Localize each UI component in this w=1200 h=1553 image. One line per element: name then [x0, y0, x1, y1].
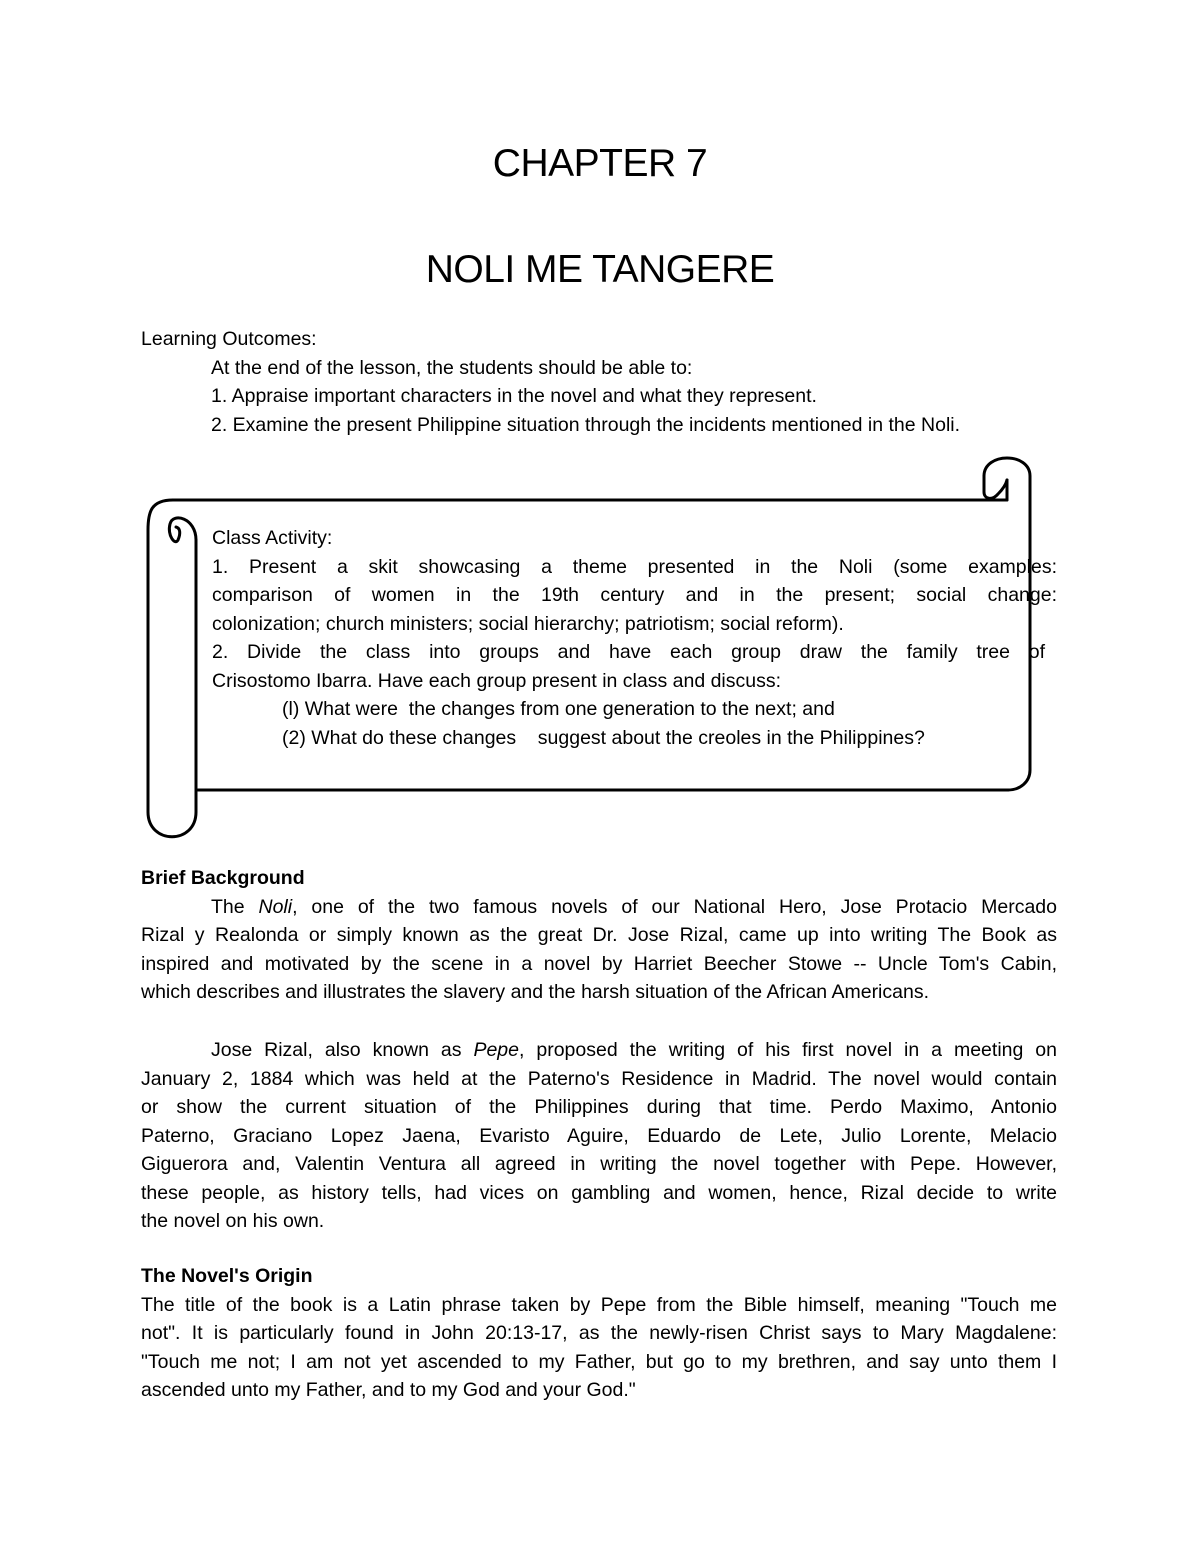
paragraph-line: Giguerora and, Valentin Ventura all agreed in writing the novel together with Pepe. However,: [141, 1153, 1057, 1175]
paragraph-line: The title of the book is a Latin phrase taken by Pepe from the Bible himself, meaning "Touch me: [141, 1293, 1057, 1316]
paragraph-line: "Touch me not; I am not yet ascended to my Father, but go to my brethren, and say unto them I: [141, 1350, 1057, 1373]
paragraph-line: these people, as history tells, had vices on gambling and women, hence, Rizal decide to write: [141, 1181, 1057, 1204]
brief-background-paragraph-2: [141, 1036, 1057, 1236]
novels-origin: [141, 1262, 1057, 1405]
paragraph-line: inspired and motivated by the scene in a novel by Harriet Beecher Stowe -- Uncle Tom's Cabin,: [141, 952, 1057, 975]
paragraph-line: not". It is particularly found in John 20:13-17, as the newly-risen Christ says to Mary Magdalene:: [141, 1322, 1057, 1344]
paragraph-line: Paterno, Graciano Lopez Jaena, Evaristo Aguire, Eduardo de Lete, Julio Lorente, Melacio: [141, 1124, 1057, 1147]
learning-outcome-item: 2. Examine the present Philippine situation through the incidents mentioned in the Noli.: [211, 413, 961, 436]
paragraph-line: or show the current situation of the Philippines during that time. Perdo Maximo, Antonio: [141, 1096, 1057, 1118]
paragraph-line: January 2, 1884 which was held at the Paterno's Residence in Madrid. The novel would contain: [141, 1067, 1057, 1090]
text-span: , proposed the writing of his first novel in a meeting on: [519, 1039, 1057, 1061]
paragraph-line: the novel on his own.: [141, 1210, 325, 1232]
brief-background: [141, 864, 1057, 1007]
class-activity-line: 1. Present a skit showcasing a theme presented in the Noli (some examples:: [212, 555, 1057, 578]
text-span: Jose Rizal, also known as: [211, 1039, 474, 1061]
paragraph-line: ascended unto my Father, and to my God and your God.": [141, 1379, 636, 1401]
novel-title: NOLI ME TANGERE: [425, 248, 775, 291]
class-activity-heading: Class Activity:: [212, 527, 333, 549]
brief-background-heading: Brief Background: [141, 867, 305, 889]
paragraph-line: [141, 1036, 1057, 1065]
class-activity: [212, 524, 1057, 752]
paragraph-line: which describes and illustrates the slavery and the harsh situation of the African Americans.: [141, 981, 929, 1003]
class-activity-line: colonization; church ministers; social hierarchy; patriotism; social reform).: [212, 612, 844, 635]
class-activity-question: (l) What were the changes from one generation to the next; and: [282, 698, 835, 720]
learning-outcomes-heading: Learning Outcomes:: [141, 328, 317, 350]
class-activity-line: comparison of women in the 19th century and in the present; social change:: [212, 584, 1057, 606]
class-activity-line: 2. Divide the class into groups and have each group draw the family tree of: [212, 641, 1045, 663]
italic-term: Pepe: [473, 1039, 519, 1061]
chapter-title: CHAPTER 7: [492, 142, 708, 185]
learning-outcome-item: 1. Appraise important characters in the novel and what they represent.: [211, 385, 817, 407]
novels-origin-heading: The Novel's Origin: [141, 1265, 313, 1287]
class-activity-question: (2) What do these changes suggest about the creoles in the Philippines?: [282, 726, 925, 749]
paragraph-line: Rizal y Realonda or simply known as the great Dr. Jose Rizal, came up into writing The Book as: [141, 924, 1057, 946]
paragraph-line: [141, 893, 1057, 922]
italic-term: Noli: [258, 895, 293, 918]
class-activity-line: Crisostomo Ibarra. Have each group present in class and discuss:: [212, 669, 782, 692]
text-span: , one of the two famous novels of our National Hero, Jose Protacio Mercado: [292, 895, 1057, 918]
learning-outcomes-intro: At the end of the lesson, the students should be able to:: [211, 356, 693, 379]
text-span: The: [211, 895, 259, 918]
